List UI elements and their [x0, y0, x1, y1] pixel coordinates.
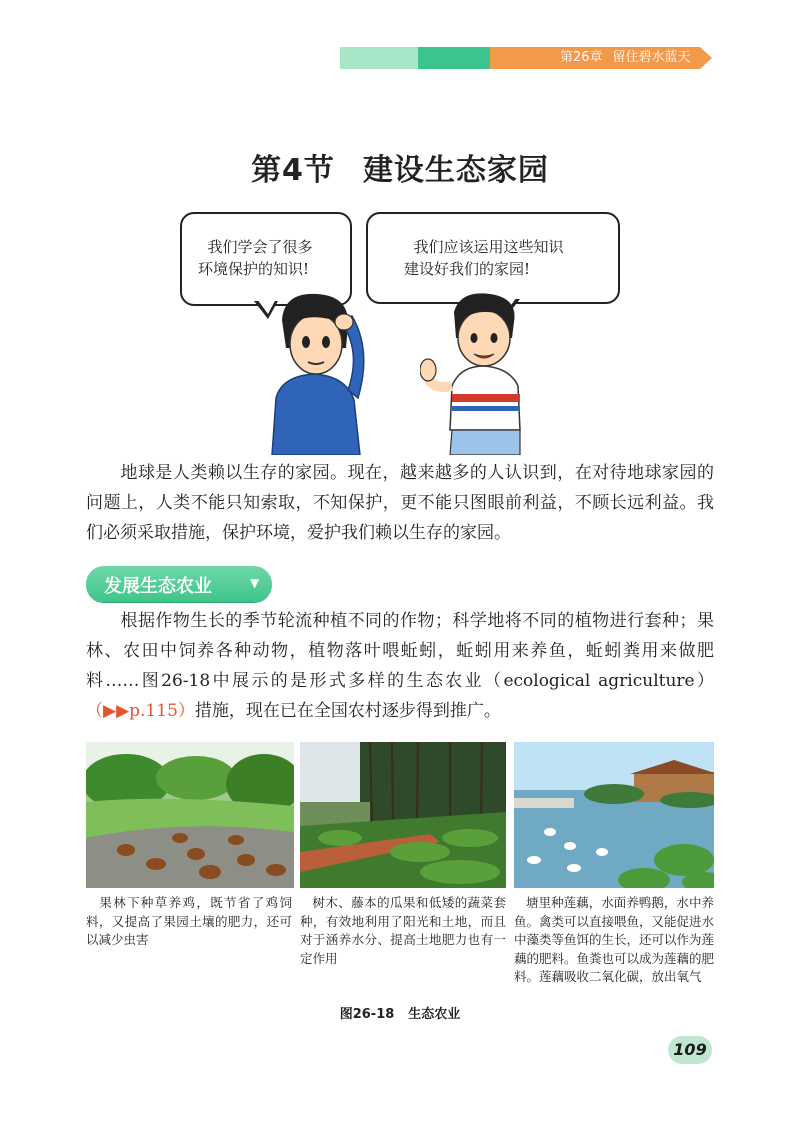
chapter-title: 留住碧水蓝天	[612, 50, 691, 65]
body-paragraph	[86, 606, 714, 726]
figure-caption-2-text: 树木、藤本的瓜果和低矮的蔬菜套种，有效地利用了阳光和土地，而且对于涵养水分、提高土地肥力也有一定作用	[300, 895, 506, 966]
figure-caption-3	[514, 894, 714, 987]
body-text-end: 措施，现在已在全国农村逐步得到推广。	[194, 701, 501, 721]
section-name: 建设生态家园	[362, 153, 549, 188]
figure-title	[0, 1003, 800, 1022]
bubble-left-line2: 环境保护的知识!	[198, 260, 310, 278]
intro-paragraph	[86, 458, 714, 548]
header-band-light	[340, 47, 418, 69]
body-text: 根据作物生长的季节轮流种植不同的作物；科学地将不同的植物进行套种；果林、农田中饲养各种动物，植物落叶喂蚯蚓，蚯蚓用来养鱼，蚯蚓粪用来做肥料……图26-18中展示的是形式多样的生态农业（ecological agriculture）	[86, 611, 714, 691]
figure-caption-3-text: 塘里种莲藕，水面养鸭鹅，水中养鱼。禽类可以直接喂鱼，又能促进水中藻类等鱼饵的生长，还可以作为莲藕的肥料。鱼粪也可以成为莲藕的肥料。莲藕吸收二氧化碳，放出氧气	[514, 895, 715, 984]
intro-paragraph-text: 地球是人类赖以生存的家园。现在，越来越多的人认识到，在对待地球家园的问题上，人类不能只知索取，不知保护，更不能只图眼前利益，不顾长远利益。我们必须采取措施，保护环境，爱护我们赖以生存的家园。	[86, 463, 714, 543]
speech-bubble-right-text	[404, 236, 634, 280]
figure-number: 图26-18	[339, 1007, 395, 1022]
dropdown-triangle-icon: ▼	[250, 576, 260, 590]
bubble-right-line1: 我们应该运用这些知识	[413, 238, 564, 256]
figure-caption-2	[300, 894, 506, 968]
section-number: 第4节	[251, 153, 335, 188]
page-number: 109	[673, 1040, 707, 1059]
chapter-header	[560, 49, 710, 67]
bubble-left-line1: 我们学会了很多	[207, 238, 313, 256]
figure-caption-1-text: 果林下种草养鸡，既节省了鸡饲料，又提高了果园土壤的肥力，还可以减少虫害	[86, 895, 292, 947]
page-number-badge	[668, 1036, 712, 1064]
page-reference-link[interactable]: （▶▶p.115）	[86, 701, 195, 721]
lotus-pond-swans-photo	[514, 742, 714, 888]
section-title	[0, 145, 800, 189]
subsection-heading	[86, 566, 272, 602]
subsection-label: 发展生态农业	[104, 576, 212, 597]
chapter-number: 第26章	[560, 50, 603, 65]
chickens-orchard-photo	[86, 742, 294, 888]
thumbs-up-student-icon	[420, 290, 540, 455]
thinking-student-icon	[262, 290, 372, 455]
intercropping-photo	[300, 742, 506, 888]
bubble-right-line2: 建设好我们的家园!	[404, 260, 531, 278]
figure-caption-1	[86, 894, 292, 950]
header-band-green	[418, 47, 490, 69]
figure-name: 生态农业	[408, 1007, 461, 1022]
